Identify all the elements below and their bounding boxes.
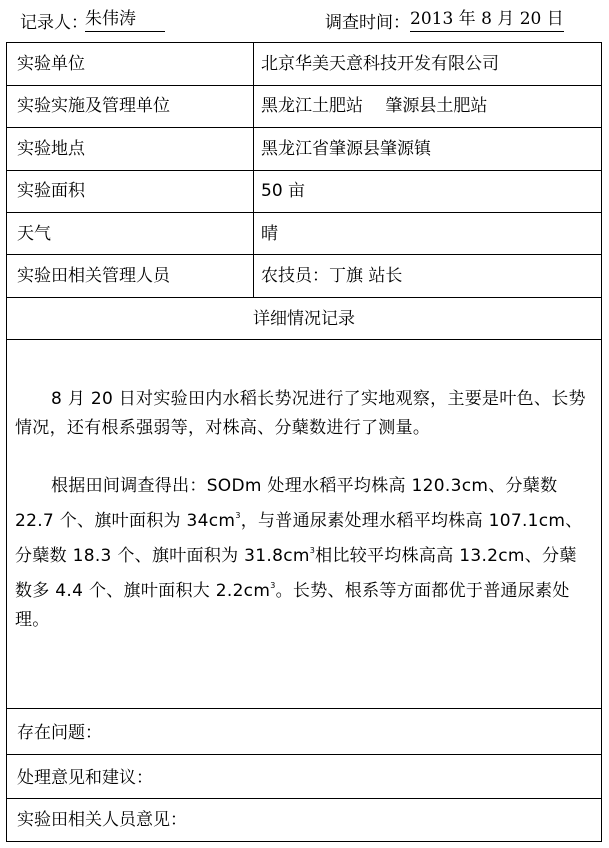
details-title: 详细情况记录 <box>253 309 355 329</box>
details-paragraph-2-text-3: 相比较平均株高高 13.2cm、分蘖数多 4.4 个、旗叶面积大 2.2cm <box>15 546 577 601</box>
row-value-location: 黑龙江省肇源县肇源镇 <box>261 139 431 159</box>
row-label-location: 实验地点 <box>17 139 85 159</box>
recorder-label: 记录人： <box>20 13 88 33</box>
row-divider <box>7 85 601 86</box>
superscript-3: 3 <box>270 581 276 590</box>
row-label-weather: 天气 <box>17 224 51 244</box>
details-paragraph-2-text-1: 根据田间调查得出：SODm 处理水稻平均株高 120.3cm、分蘖数 22.7 个、旗叶面积为 34cm <box>15 476 558 531</box>
row-divider <box>7 127 601 128</box>
row-label-area: 实验面积 <box>17 181 85 201</box>
survey-time-label: 调查时间： <box>325 13 410 33</box>
row-label-management: 实验实施及管理单位 <box>17 96 170 116</box>
record-table <box>6 42 602 842</box>
details-paragraph-1-text: 8 月 20 日对实验田内水稻长势况进行了实地观察，主要是叶色、长势情况，还有根系强弱等，对株高、分蘖数进行了测量。 <box>15 389 586 438</box>
superscript-3: 3 <box>309 546 316 555</box>
column-divider <box>253 43 254 297</box>
details-paragraph-2-text-2: ，与普通尿素处理水稻平均株高 107.1cm、分蘖数 18.3 个、旗叶面积为 31.8cm <box>15 511 583 566</box>
details-paragraph-1 <box>15 385 591 443</box>
row-divider <box>7 254 601 255</box>
row-divider <box>7 297 601 298</box>
row-value-staff: 农技员：丁旗 站长 <box>261 266 403 286</box>
problems-label: 存在问题： <box>17 723 102 743</box>
superscript-3: 3 <box>235 511 241 520</box>
row-divider <box>7 339 601 340</box>
record-header <box>0 0 609 40</box>
row-divider <box>7 754 601 755</box>
row-label-staff: 实验田相关管理人员 <box>17 266 170 286</box>
row-divider <box>7 170 601 171</box>
details-paragraph-2 <box>15 472 591 635</box>
recorder-value: 朱伟涛 <box>85 8 165 32</box>
row-value-area: 50 亩 <box>261 181 306 201</box>
row-value-management: 黑龙江土肥站 肇源县土肥站 <box>261 96 488 116</box>
row-divider <box>7 708 601 709</box>
row-value-weather: 晴 <box>261 224 278 244</box>
row-divider <box>7 212 601 213</box>
row-value-unit: 北京华美天意科技开发有限公司 <box>261 54 499 74</box>
survey-time-value: 2013 年 8 月 20 日 <box>410 8 564 32</box>
suggestions-label: 处理意见和建议： <box>17 768 153 788</box>
staff-opinion-label: 实验田相关人员意见： <box>17 810 187 830</box>
row-label-unit: 实验单位 <box>17 54 85 74</box>
row-divider <box>7 798 601 799</box>
details-paragraph-2-text-4: 。长势、根系等方面都优于普通尿素处理。 <box>15 581 570 630</box>
